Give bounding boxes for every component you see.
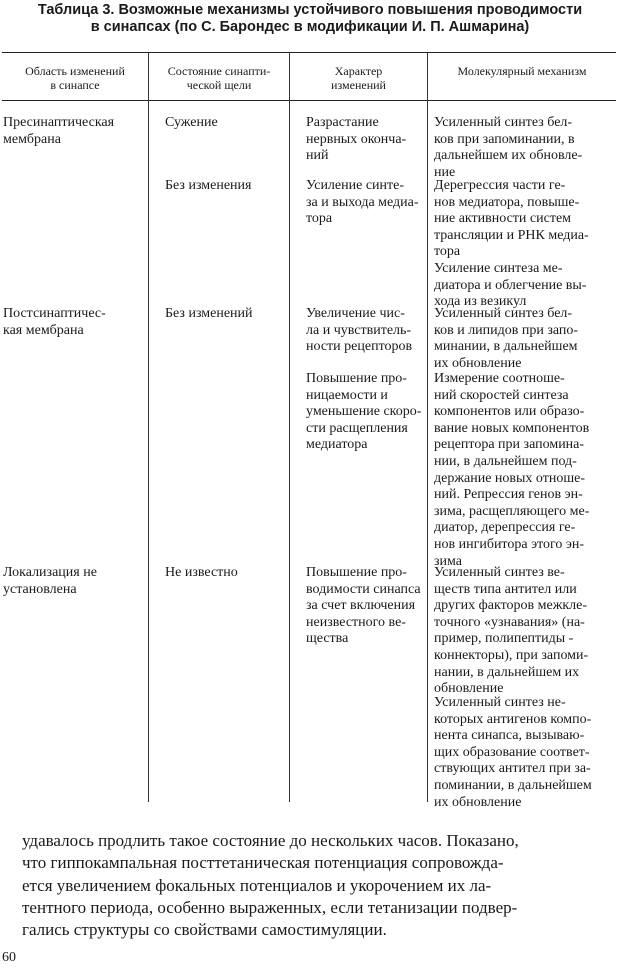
table-top-rule — [2, 52, 616, 53]
header-area — [2, 64, 148, 92]
text-line: Состояние синапти- — [167, 64, 271, 78]
cell-mechanism-antigen-synthesis — [434, 695, 592, 811]
text-line: зима, расщепляющего ме- — [434, 503, 590, 519]
text-line: ществ типа антител или — [434, 581, 577, 597]
text-line: нании, в дальнейшем их — [434, 664, 580, 680]
text-line: Характер — [334, 64, 383, 78]
text-line: Усиление синтеза ме- — [434, 261, 563, 276]
text-line: ние — [434, 164, 456, 180]
cell-state-unchanged — [165, 178, 251, 195]
text-line: за счет включения — [306, 598, 416, 614]
text-line: ние активности систем — [434, 211, 572, 227]
text-line: уменьшение скоро- — [306, 404, 422, 420]
text-line: неизвестного ве- — [306, 614, 406, 630]
cell-mechanism-gene-derepression — [434, 178, 589, 261]
text-line: Усиленный синтез не- — [434, 695, 566, 710]
table-title — [0, 2, 620, 36]
cell-change-terminal-growth — [306, 115, 406, 165]
page-number: 60 — [2, 950, 16, 965]
text-line: других факторов межкле- — [434, 598, 588, 614]
cell-area-presynaptic — [3, 115, 114, 148]
text-line: что гиппокампальная посттетаническая потенциация сопровожда- — [22, 853, 504, 873]
text-line: нента синапса, вызываю- — [434, 728, 585, 744]
text-line: ческой щели — [186, 78, 252, 92]
text-line: Повышение про- — [306, 565, 407, 580]
text-line: нервных оконча- — [306, 131, 407, 147]
cell-change-receptor-increase — [306, 306, 412, 356]
column-divider-3 — [427, 52, 428, 802]
text-line: ний. Репрессия генов эн- — [434, 487, 583, 503]
text-line: нов ингибитора этого эн- — [434, 536, 585, 552]
text-line: щества — [306, 631, 349, 647]
text-line: ков при запоминании, в — [434, 131, 575, 147]
text-line: Усиление синте- — [306, 178, 405, 193]
header-mechanism — [428, 64, 616, 78]
text-line: рецептора при запомина- — [434, 437, 585, 453]
text-line: минании, в дальнейшем — [434, 339, 578, 355]
text-line: ла и чувствитель- — [306, 322, 412, 338]
cell-state-unknown — [165, 565, 238, 582]
text-line: в синапсе — [50, 78, 100, 92]
text-line: точного «узнавания» (на- — [434, 614, 585, 630]
text-line: их обновление — [434, 355, 522, 371]
text-line: Область изменений — [25, 64, 125, 78]
text-line: держание новых отноше- — [434, 470, 586, 486]
text-line: сти расщепления — [306, 420, 408, 436]
text-line: Дерегрессия части ге- — [434, 178, 566, 193]
text-line: диатора и облегчение вы- — [434, 277, 587, 293]
cell-state-no-changes — [165, 306, 253, 323]
text-line: установлена — [3, 581, 77, 597]
cell-state-narrowing — [165, 115, 218, 132]
cell-mechanism-mediator-release — [434, 261, 586, 311]
text-line: обновление — [434, 681, 504, 697]
text-line: ницаемости и — [306, 387, 388, 403]
text-line: коннекторы), при запоми- — [434, 647, 589, 663]
cell-mechanism-protein-synthesis — [434, 115, 582, 181]
text-line: трансляции и РНК медиа- — [434, 227, 589, 243]
cell-mechanism-protein-lipid — [434, 306, 578, 372]
text-line: удавалось продлить такое состояние до нескольких часов. Показано, — [22, 831, 519, 850]
text-line: ний скоростей синтеза — [434, 387, 569, 403]
text-line: ности рецепторов — [306, 339, 413, 355]
text-line: кая мембрана — [3, 322, 84, 338]
text-line: которых антигенов компо- — [434, 711, 592, 727]
text-line: Не известно — [165, 565, 238, 580]
body-paragraph — [22, 830, 612, 941]
text-line: поминании, в дальнейшем — [434, 777, 592, 793]
text-line: нии, в дальнейшем под- — [434, 453, 577, 469]
text-line: ний — [306, 148, 329, 164]
text-line: Локализация не — [3, 565, 97, 580]
text-line: Постсинаптичес- — [3, 306, 106, 321]
text-line: Разрастание — [306, 115, 379, 130]
table-header-rule — [2, 100, 616, 101]
header-cleft-state — [149, 64, 289, 92]
text-line: ствующих антител при за- — [434, 761, 591, 777]
cell-change-permeability — [306, 371, 421, 454]
text-line: нов медиатора, повыше- — [434, 194, 580, 210]
cell-area-unknown — [3, 565, 97, 598]
header-change-type — [290, 64, 427, 92]
column-divider-2 — [289, 52, 290, 802]
text-line: компонентов или образо- — [434, 404, 585, 420]
text-line: Увеличение чис- — [306, 306, 405, 321]
text-line: Без изменения — [165, 178, 252, 193]
text-line: щих образование соответ- — [434, 744, 590, 760]
text-line: Измерение соотноше- — [434, 371, 565, 386]
text-line: Повышение про- — [306, 371, 407, 386]
cell-change-mediator-synthesis — [306, 178, 419, 228]
text-line: Молекулярный механизм — [457, 64, 587, 78]
cell-change-conductivity — [306, 565, 421, 648]
text-line: их обновление — [434, 794, 522, 810]
text-line: медиатора — [306, 437, 368, 453]
text-line: изменений — [331, 78, 386, 92]
text-line: ков и липидов при запо- — [434, 322, 579, 338]
text-line: тора — [306, 211, 333, 227]
text-line: ется увеличением фокальных потенциалов и укорочением их ла- — [22, 875, 492, 895]
table-title-line-2: в синапсах (по С. Барондес в модификации И. П. Ашмарина) — [90, 19, 530, 35]
text-line: Сужение — [165, 115, 218, 130]
text-line: Усиленный синтез ве- — [434, 565, 565, 580]
text-line: тентного периода, особенно выраженных, если тетанизации подвер- — [22, 897, 518, 917]
cell-mechanism-ratio-change — [434, 371, 589, 570]
column-divider-1 — [148, 52, 149, 802]
cell-mechanism-antibody-synthesis — [434, 565, 588, 698]
text-line: Усиленный синтез бел- — [434, 306, 573, 321]
text-line: Усиленный синтез бел- — [434, 115, 573, 130]
text-line: Пресинаптическая — [3, 115, 115, 130]
table-title-line-1: Таблица 3. Возможные механизмы устойчивого повышения проводимости — [37, 2, 583, 18]
cell-area-postsynaptic — [3, 306, 106, 339]
text-line: вание новых компонентов — [434, 420, 590, 436]
text-line: за и выхода медиа- — [306, 194, 419, 210]
text-line: тора — [434, 244, 461, 260]
text-line: Без изменений — [165, 306, 253, 321]
text-line: хода из везикул — [434, 294, 527, 310]
text-line: мембрана — [3, 131, 61, 147]
text-line: гались структуры со свойствами самостимуляции. — [22, 920, 387, 940]
text-line: водимости синапса — [306, 581, 421, 597]
text-line: зима — [434, 553, 462, 569]
text-line: диатор, дерепрессия ге- — [434, 520, 576, 536]
text-line: пример, полипептиды - — [434, 631, 574, 647]
text-line: дальнейшем их обновле- — [434, 148, 583, 164]
